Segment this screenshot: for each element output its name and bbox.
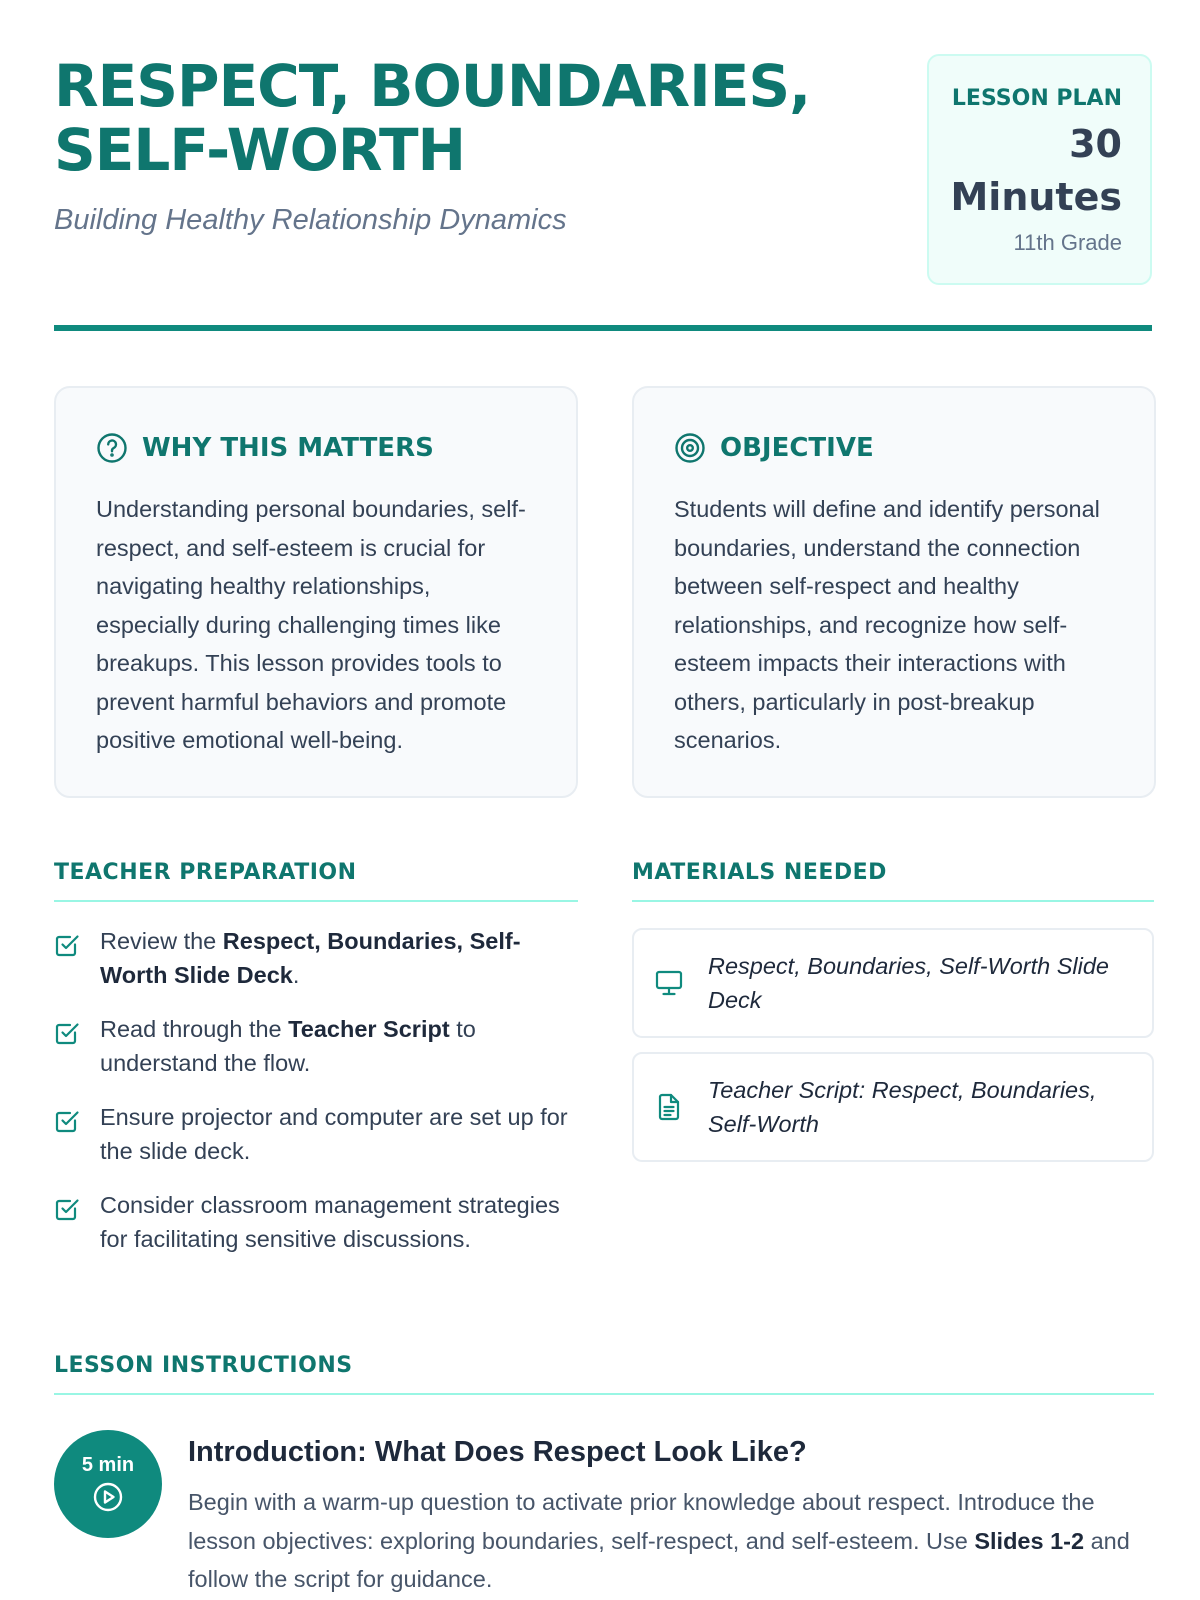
prep-item: [54, 1012, 578, 1080]
duration-number: 30: [1069, 122, 1122, 166]
objective-card-title: OBJECTIVE: [720, 433, 874, 463]
material-item-teacher-script: [632, 1052, 1154, 1162]
teacher-prep-title: TEACHER PREPARATION: [54, 860, 357, 885]
objective-card-body: Students will define and identify personal boundaries, understand the connection between self-respect and healthy relationships, and recognize how self-esteem impacts their interactions with others, particularly in post-breakup scenarios.: [674, 496, 1100, 753]
materials-title: MATERIALS NEEDED: [632, 860, 887, 885]
lesson-grade: 11th Grade: [1013, 230, 1122, 255]
material-label: Respect, Boundaries, Self-Worth Slide Deck: [708, 953, 1109, 1013]
checkbox-checked-icon: [54, 1196, 80, 1222]
step-time-badge: [54, 1430, 162, 1538]
lesson-instructions-title: LESSON INSTRUCTIONS: [54, 1353, 353, 1378]
materials-rule: [632, 900, 1154, 902]
why-card-title: WHY THIS MATTERS: [142, 433, 434, 463]
page-subtitle: Building Healthy Relationship Dynamics: [54, 204, 567, 236]
target-icon: [674, 432, 706, 464]
prep-item: [54, 1188, 578, 1256]
lesson-duration: [929, 118, 1122, 224]
prep-item: [54, 924, 578, 992]
checkbox-checked-icon: [54, 1020, 80, 1046]
prep-item: [54, 1100, 578, 1168]
title-line-2: SELF-WORTH: [54, 116, 466, 184]
checkbox-checked-icon: [54, 1108, 80, 1134]
lesson-info-box: [927, 54, 1152, 285]
document-icon: [654, 1092, 684, 1122]
prep-item-text: Review the Respect, Boundaries, Self-Worth Slide Deck.: [100, 928, 521, 988]
prep-item-text: Ensure projector and computer are set up for the slide deck.: [100, 1104, 568, 1164]
lesson-instructions-rule: [54, 1393, 1154, 1395]
material-label: Teacher Script: Respect, Boundaries, Self-Worth: [708, 1077, 1097, 1137]
step-title: Introduction: What Does Respect Look Like?: [188, 1436, 807, 1468]
step-time: 5 min: [81, 1454, 135, 1476]
lesson-label: LESSON PLAN: [951, 86, 1122, 111]
header-divider: [54, 325, 1152, 331]
why-card-body: Understanding personal boundaries, self-respect, and self-esteem is crucial for navigating healthy relationships, especially during challenging times like breakups. This lesson provides tools to prevent harmful behaviors and promote positive emotional well-being.: [96, 496, 526, 753]
play-circle-icon: [92, 1481, 124, 1513]
question-circle-icon: [96, 432, 128, 464]
material-item-slide-deck: [632, 928, 1154, 1038]
duration-unit: Minutes: [950, 175, 1122, 219]
prep-item-text: Read through the Teacher Script to understand the flow.: [100, 1016, 476, 1076]
page-header: [54, 54, 1152, 284]
prep-item-text: Consider classroom management strategies for facilitating sensitive discussions.: [100, 1192, 560, 1252]
checkbox-checked-icon: [54, 932, 80, 958]
objective-card: [632, 386, 1156, 798]
teacher-prep-rule: [54, 900, 578, 902]
teacher-prep-list: [54, 924, 578, 1276]
step-body: Begin with a warm-up question to activate prior knowledge about respect. Introduce the lesson objectives: exploring boundaries, self-respect, and self-esteem. Use Slides 1-2 and follow the script for guidance.: [188, 1489, 1130, 1592]
title-line-1: RESPECT, BOUNDARIES,: [54, 52, 811, 120]
why-card-header: [96, 428, 536, 468]
page-title: [54, 54, 874, 182]
monitor-icon: [654, 968, 684, 998]
objective-card-header: [674, 428, 1114, 468]
why-this-matters-card: [54, 386, 578, 798]
